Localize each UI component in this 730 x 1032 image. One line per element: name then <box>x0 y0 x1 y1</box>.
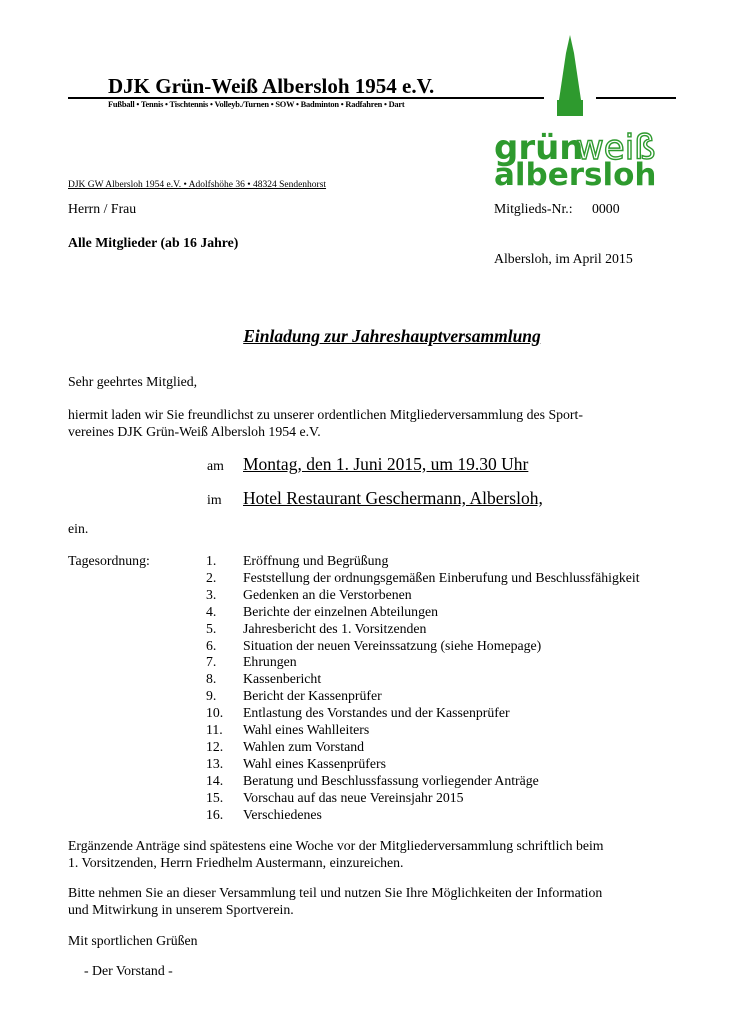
motions-line-1: Ergänzende Anträge sind spätestens eine Woche vor der Mitgliederversammlung schriftlich beim <box>68 838 604 853</box>
header-rule-left <box>68 97 544 99</box>
agenda-item <box>0 604 730 621</box>
agenda-item <box>0 739 730 756</box>
agenda-item-text: Wahlen zum Vorstand <box>243 738 364 754</box>
recipient-salutation: Herrn / Frau <box>68 201 137 216</box>
agenda-item-text: Ehrungen <box>243 654 297 670</box>
agenda-item <box>0 790 730 807</box>
agenda-item-text: Vorschau auf das neue Vereinsjahr 2015 <box>243 789 464 805</box>
place-label: im <box>207 492 222 507</box>
agenda-item-text: Verschiedenes <box>243 806 322 822</box>
agenda-item <box>0 654 730 671</box>
request-line-1: Bitte nehmen Sie an dieser Versammlung teil und nutzen Sie Ihre Möglichkeiten der Information <box>68 885 603 900</box>
club-name: DJK Grün-Weiß Albersloh 1954 e.V. <box>108 74 435 98</box>
agenda-item-number: 2. <box>206 569 217 585</box>
agenda-item-text: Feststellung der ordnungsgemäßen Einberufung und Beschlussfähigkeit <box>243 569 640 585</box>
agenda-item-number: 11. <box>206 722 223 737</box>
agenda-item-text: Beratung und Beschlussfassung vorliegender Anträge <box>243 772 539 788</box>
agenda-item-text: Bericht der Kassenprüfer <box>243 688 382 704</box>
agenda-item <box>0 638 730 655</box>
intro-paragraph <box>68 406 668 440</box>
recipient-name: Alle Mitglieder (ab 16 Jahre) <box>68 235 239 250</box>
meeting-place: Hotel Restaurant Geschermann, Albersloh, <box>243 488 543 508</box>
agenda-item-number: 7. <box>206 654 217 670</box>
agenda-item-text: Gedenken an die Verstorbenen <box>243 586 412 602</box>
agenda-item-text: Berichte der einzelnen Abteilungen <box>243 603 438 619</box>
intro-line-2: vereines DJK Grün-Weiß Albersloh 1954 e.V. <box>68 424 321 439</box>
agenda-item-text: Situation der neuen Vereinssatzung (siehe Homepage) <box>243 637 542 653</box>
agenda-item-number: 5. <box>206 620 217 636</box>
date-line: Albersloh, im April 2015 <box>494 251 633 266</box>
agenda-item <box>0 553 730 570</box>
agenda-item-number: 14. <box>206 772 224 788</box>
greeting: Sehr geehrtes Mitglied, <box>68 374 198 389</box>
agenda-item-number: 9. <box>206 688 217 704</box>
logo-text-gruen: grün <box>494 128 584 168</box>
church-tower-icon <box>490 35 656 187</box>
invitation-closing: ein. <box>68 521 89 536</box>
date-label: am <box>207 458 224 473</box>
agenda-item-text: Kassenbericht <box>243 671 322 687</box>
logo-text-weiss: weiß <box>576 128 656 168</box>
request-line-2: und Mitwirkung in unserem Sportverein. <box>68 902 294 917</box>
agenda-item <box>0 705 730 722</box>
agenda-item <box>0 756 730 773</box>
agenda-item-text: Entlastung des Vorstandes und der Kassenprüfer <box>243 705 510 721</box>
sender-address: DJK GW Albersloh 1954 e.V. • Adolfshöhe 36 • 48324 Sendenhorst <box>68 180 327 190</box>
logo-text-albersloh: albersloh <box>494 157 656 187</box>
agenda-item-number: 6. <box>206 637 217 653</box>
motions-paragraph <box>68 837 668 871</box>
club-logo <box>490 35 656 187</box>
agenda-item <box>0 722 730 739</box>
agenda-item-number: 1. <box>206 553 217 568</box>
agenda-item <box>0 621 730 638</box>
agenda-item-number: 8. <box>206 671 217 687</box>
meeting-date: Montag, den 1. Juni 2015, um 19.30 Uhr <box>243 454 529 474</box>
signature: - Der Vorstand - <box>84 963 173 978</box>
agenda-item <box>0 688 730 705</box>
agenda-item <box>0 570 730 587</box>
agenda-item-text: Wahl eines Wahlleiters <box>243 722 370 737</box>
closing-greeting: Mit sportlichen Grüßen <box>68 933 198 948</box>
agenda-item-text: Jahresbericht des 1. Vorsitzenden <box>243 620 427 636</box>
agenda-item-number: 10. <box>206 705 224 721</box>
agenda-item-text: Wahl eines Kassenprüfers <box>243 755 386 771</box>
agenda-item-number: 4. <box>206 603 217 619</box>
agenda-item-number: 12. <box>206 738 224 754</box>
member-number-value: 0000 <box>592 201 620 216</box>
agenda-item-number: 13. <box>206 755 224 771</box>
intro-line-1: hiermit laden wir Sie freundlichst zu unserer ordentlichen Mitgliederversammlung des Sport- <box>68 407 583 422</box>
agenda-label: Tagesordnung: <box>68 553 150 568</box>
agenda-item-number: 16. <box>206 806 224 822</box>
motions-line-2: 1. Vorsitzenden, Herrn Friedhelm Austermann, einzureichen. <box>68 855 404 870</box>
agenda-item <box>0 807 730 824</box>
agenda-item-number: 15. <box>206 789 224 805</box>
document-title: Einladung zur Jahreshauptversammlung <box>243 326 541 346</box>
agenda-item <box>0 773 730 790</box>
agenda-item <box>0 671 730 688</box>
request-paragraph <box>68 884 668 918</box>
agenda-item-number: 3. <box>206 586 217 602</box>
sports-list: Fußball • Tennis • Tischtennis • Volleyb./Turnen • SOW • Badminton • Radfahren • Dart <box>108 100 405 109</box>
agenda-item <box>0 587 730 604</box>
member-number-label: Mitglieds-Nr.: <box>494 201 573 216</box>
agenda-item-text: Eröffnung und Begrüßung <box>243 553 389 568</box>
